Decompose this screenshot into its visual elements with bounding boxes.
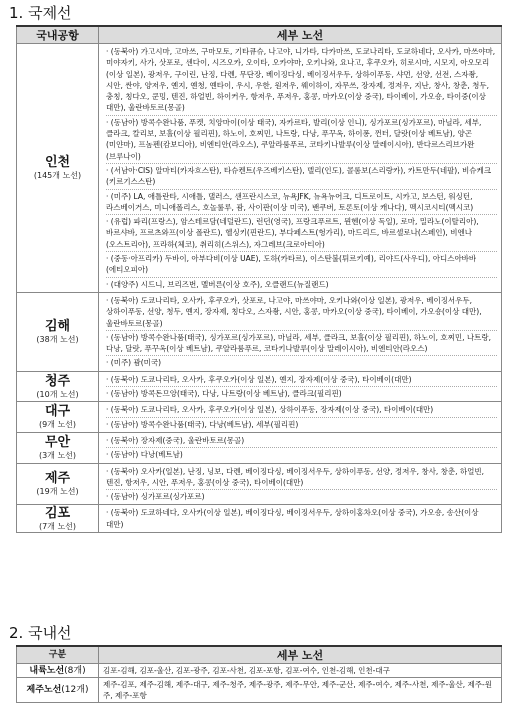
route-type-cell xyxy=(17,664,99,678)
airport-cell xyxy=(17,402,99,433)
route-group: · (동남아) 다낭(베트남) xyxy=(106,447,497,461)
route-group: · (동북아) 도쿄나리타, 오사카, 후쿠오카, 삿포로, 나고야, 마쓰야마, 오키나와(이상 일본), 광저우, 베이징서우두, 상하이푸동, 선양, 청두, 옌지, 장자제, 칭다오, 스자좡, 시안, 홍콩, 마카오(이상 중국), 타이베이, 가오숑(이상 대만), 울란바토르(몽골) xyxy=(106,295,482,328)
route-type-count: (8개) xyxy=(64,665,86,676)
airport-name: 청주 xyxy=(44,373,71,389)
airport-name: 김포 xyxy=(44,505,71,521)
route-type-name: 내륙노선 xyxy=(29,665,65,676)
header-type: 구분 xyxy=(17,646,99,664)
route-count: (145개 노선) xyxy=(33,170,82,180)
section2-title: 2. 국내선 xyxy=(9,624,72,642)
routes-cell xyxy=(99,402,502,433)
route-type-cell xyxy=(17,678,99,703)
route-group: · (유럽) 파리(프랑스), 암스테르담(네덜란드), 런던(영국), 프랑크푸르트, 뮌헨(이상 독일), 로마, 밀라노(이탈리아), 바르샤바, 프르츠와프(이상 폴란드), 헬싱키(핀란드), 부다페스트(헝가리), 마드리드, 바르셀로나(스페인), 비엔나(오스트리아), 프라하(체코), 취리히(스위스), 자그레브(크로아티아) xyxy=(106,214,497,251)
domestic-routes-table xyxy=(16,645,502,703)
route-group: · (동북아) 도쿄나리타, 오사카, 후쿠오카(이상 일본), 상하이푸동, 장자제(이상 중국), 타이베이(대만) xyxy=(106,405,434,415)
route-group: · (동남아) 방콕수완나품(태국), 다낭(베트남), 세부(필리핀) xyxy=(106,417,497,431)
domestic-routes: 김포-김해, 김포-울산, 김포-광주, 김포-사천, 김포-포항, 김포-여수, 인천-김해, 인천-대구 xyxy=(99,664,502,678)
airport-row xyxy=(17,292,502,371)
airport-cell xyxy=(17,371,99,402)
routes-cell xyxy=(99,432,502,463)
airport-cell xyxy=(17,463,99,505)
routes-cell xyxy=(99,463,502,505)
airport-name: 무안 xyxy=(44,434,71,450)
airport-row xyxy=(17,44,502,293)
route-group: · (동북아) 도쿄하네다, 오사카(이상 일본), 베이징다싱, 베이징서우두, 상하이홍차오(이상 중국), 가오숑, 송산(이상 대만) xyxy=(106,508,479,529)
route-group: · (동남아) 방콕수완나품(태국), 싱가포르(싱가포르), 마닐라, 세부, 클라크, 보홀(이상 필리핀), 하노이, 호찌민, 나트랑, 다낭, 달랏, 푸꾸옥(이상 베트남), 쿠알라룸푸르, 코타키나발루(이상 말레이시아), 비엔티안(라오스) xyxy=(106,330,497,356)
airport-row xyxy=(17,432,502,463)
route-group: · (동북아) 가고시마, 고마쓰, 구마모토, 기타큐슈, 나고야, 니가타, 다카마쓰, 도쿄나리타, 도쿄하네다, 오사카, 마쓰야마, 미야자키, 사가, 삿포로, 센다이, 시즈오카, 오이타, 오카야마, 오키나와, 요나고, 후쿠오카, 히로시마, 시모지, 아오모리(이상 일본), 광저우, 구이린, 난징, 다롄, 무단장, 베이징다싱, 베이징서우두, 상하이푸동, 샤먼, 선양, 선전, 스자좡, 시안, 싼야, 양저우, 옌지, 옌청, 옌타이, 우시, 우한, 원저우, 웨이하이, 자무쓰, 장자제, 정저우, 지난, 창사, 창춘, 청두, 충칭, 칭다오, 쿤밍, 텐진, 하얼빈, 하이커우, 항저우, 푸저우, 홍콩, 마카오(이상 중국), 타이베이, 가오숑, 타이중(이상 대만), 울란바토르(몽골) xyxy=(106,47,496,113)
airport-row xyxy=(17,371,502,402)
routes-cell xyxy=(99,44,502,293)
airport-name: 대구 xyxy=(44,404,71,420)
route-group: · (동남아) 방콕수완나품, 푸켓, 치앙마이(이상 태국), 자카르타, 발리(이상 인니), 싱가포르(싱가포르), 마닐라, 세부, 클라크, 칼리보, 보홀(이상 필리핀), 하노이, 호찌민, 나트랑, 다낭, 푸꾸옥, 하이퐁, 껀터, 달랏(이상 베트남), 양곤(미얀마), 프놈펜(캄보디아), 비엔티안(라오스), 쿠알라룸푸르, 코타키나발루(이상 말레이시아), 반다르스리브가완(브루나이) xyxy=(106,115,497,163)
header-routes: 세부 노선 xyxy=(99,26,502,44)
route-group: · (서남아·CIS) 알마티(카자흐스탄), 타슈켄트(우즈베키스탄), 델리(인도), 콜롬보(스리랑카), 카트만두(네팔), 비슈케크(키르기스스탄) xyxy=(106,163,497,189)
route-group: · (대양주) 시드니, 브리즈번, 멜버른(이상 호주), 오클랜드(뉴질랜드) xyxy=(106,277,497,291)
routes-cell xyxy=(99,292,502,371)
domestic-routes: 제주-김포, 제주-김해, 제주-대구, 제주-청주, 제주-광주, 제주-무안, 제주-군산, 제주-여수, 제주-사천, 제주-울산, 제주-원주, 제주-포항 xyxy=(99,678,502,703)
route-count: (7개 노선) xyxy=(38,521,77,531)
domestic-row xyxy=(17,678,502,703)
route-type-name: 제주노선 xyxy=(26,685,62,695)
airport-row xyxy=(17,402,502,433)
airport-cell xyxy=(17,292,99,371)
airport-cell xyxy=(17,44,99,293)
airport-name: 제주 xyxy=(44,470,71,486)
route-group: · (미주) LA, 애틀란타, 시애틀, 댈러스, 샌프란시스코, 뉴욕JFK, 뉴욕뉴어크, 디트로이트, 시카고, 보스턴, 워싱턴, 라스베이거스, 미니애폴리스, 호놀룰루, 괌, 사이판(이상 미국), 밴쿠버, 토론토(이상 캐나다), 멕시코시티(멕시코) xyxy=(106,189,497,215)
header-routes-domestic: 세부 노선 xyxy=(99,646,502,664)
airport-name: 김해 xyxy=(44,318,71,334)
route-type-count: (12개) xyxy=(61,685,89,695)
route-group: · (중동·아프리카) 두바이, 아부다비(이상 UAE), 도하(카타르), 이스탄불(튀르키예), 리야드(사우디), 아디스아바바(에티오피아) xyxy=(106,251,497,277)
international-routes-table xyxy=(16,25,502,533)
route-count: (3개 노선) xyxy=(38,450,77,460)
route-count: (10개 노선) xyxy=(36,389,79,399)
header-airport: 국내공항 xyxy=(17,26,99,44)
routes-cell xyxy=(99,371,502,402)
airport-cell xyxy=(17,505,99,533)
airport-cell xyxy=(17,432,99,463)
airport-row xyxy=(17,463,502,505)
routes-cell xyxy=(99,505,502,533)
route-group: · (미주) 괌(미국) xyxy=(106,355,497,369)
route-group: · (동북아) 장자제(중국), 울란바토르(몽골) xyxy=(106,435,245,445)
route-count: (38개 노선) xyxy=(36,334,79,344)
route-group: · (동남아) 싱가포르(싱가포르) xyxy=(106,489,497,503)
route-count: (19개 노선) xyxy=(36,486,79,496)
domestic-row xyxy=(17,664,502,678)
airport-row xyxy=(17,505,502,533)
route-group: · (동남아) 방콕돈므앙(태국), 다낭, 나트랑(이상 베트남), 클라크(필리핀) xyxy=(106,386,497,400)
route-group: · (동북아) 오사카(일본), 난징, 닝보, 다롄, 베이징다싱, 베이징서우두, 상하이푸동, 선양, 정저우, 창사, 창춘, 하얼빈, 텐진, 항저우, 시안, 푸저우, 홍콩(이상 중국), 타이베이(대만) xyxy=(106,466,484,487)
section1-title: 1. 국제선 xyxy=(9,4,72,22)
route-group: · (동북아) 도쿄나리타, 오사카, 후쿠오카(이상 일본), 옌지, 장자제(이상 중국), 타이베이(대만) xyxy=(106,374,412,384)
route-count: (9개 노선) xyxy=(38,420,77,430)
airport-name: 인천 xyxy=(44,154,71,170)
